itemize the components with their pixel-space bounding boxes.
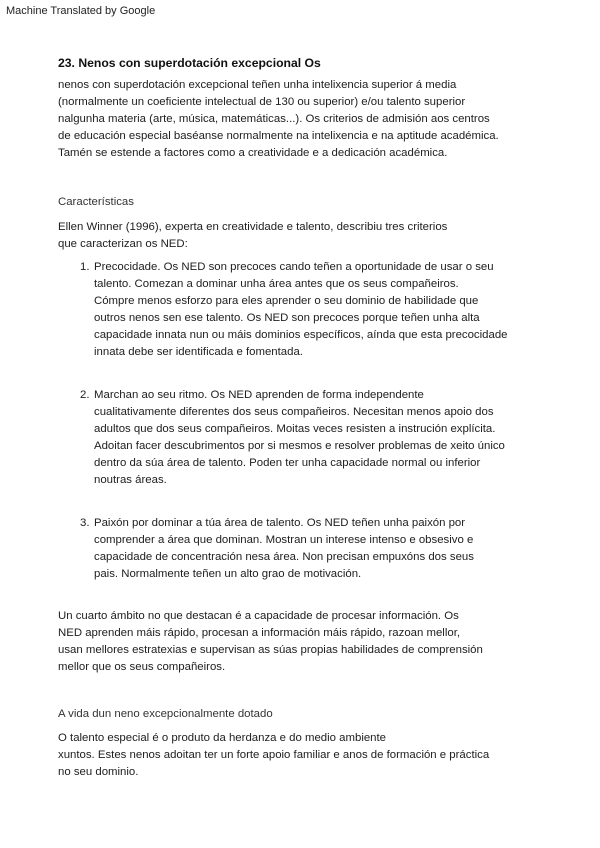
winner-paragraph: Ellen Winner (1996), experta en creatividade e talento, describiu tres criterios que caracterizan os NED: [58,221,448,250]
final-paragraph: O talento especial é o produto da herdanza e do medio ambiente xuntos. Estes nenos adoitan ter un forte apoio familiar e anos de formación e práctica no seu dominio. [58,732,490,778]
criteria-list [58,259,548,583]
list-item: 1. Precocidade. Os NED son precoces cando teñen a oportunidade de usar o seu talento. Comezan a dominar unha área antes que os seus compañeiros. Cómpre menos esforzo para eles aprender o seu dominio de habilidade que outros nenos sen ese talento. Os NED son precoces porque teñen unha alta capacidade innata nun ou máis dominios específicos, aínda que esta precocidade innata debe ser identificada e fomentada. [80,261,508,358]
list-item: 2. Marchan ao seu ritmo. Os NED aprenden de forma independente cualitativamente diferentes dos seus compañeiros. Necesitan menos apoio dos adultos que dos seus compañeiros. Moitas veces resisten a instrución explícita. Adoitan facer descubrimentos por si mesmos e resolver problemas de xeito único dentro da súa área de talento. Poden ter unha capacidade normal ou inferior noutras áreas. [80,389,505,486]
fourth-area-paragraph: Un cuarto ámbito no que destacan é a capacidade de procesar información. Os NED aprenden máis rápido, procesan a información máis rápido, razoan mellor, usan mellores estratexias e supervisan as súas propias habilidades de comprensión mellor que os seus compañeiros. [58,610,483,673]
list-item: 3. Paixón por dominar a túa área de talento. Os NED teñen unha paixón por comprender a área que dominan. Mostran un interese intenso e obsesivo e capacidade de concentración nesa área. Non precisan empuxóns dos seus pais. Normalmente teñen un alto grao de motivación. [80,517,474,580]
page-title: 23. Nenos con superdotación excepcional Os [58,56,321,70]
document-page [58,56,548,781]
translation-banner: Machine Translated by Google [6,5,156,17]
section-heading-characteristics: Características [58,196,134,208]
section-heading-life: A vida dun neno excepcionalmente dotado [58,708,273,720]
intro-paragraph: nenos con superdotación excepcional teñen unha intelixencia superior á media (normalmente un coeficiente intelectual de 130 ou superior) e/ou talento superior nalgunha materia (arte, música, matemáticas...). Os criterios de admisión aos centros de educación especial baséanse normalmente na intelixencia e na aptitude académica. Tamén se estende a factores como a creatividade e a dedicación académica. [58,79,499,159]
